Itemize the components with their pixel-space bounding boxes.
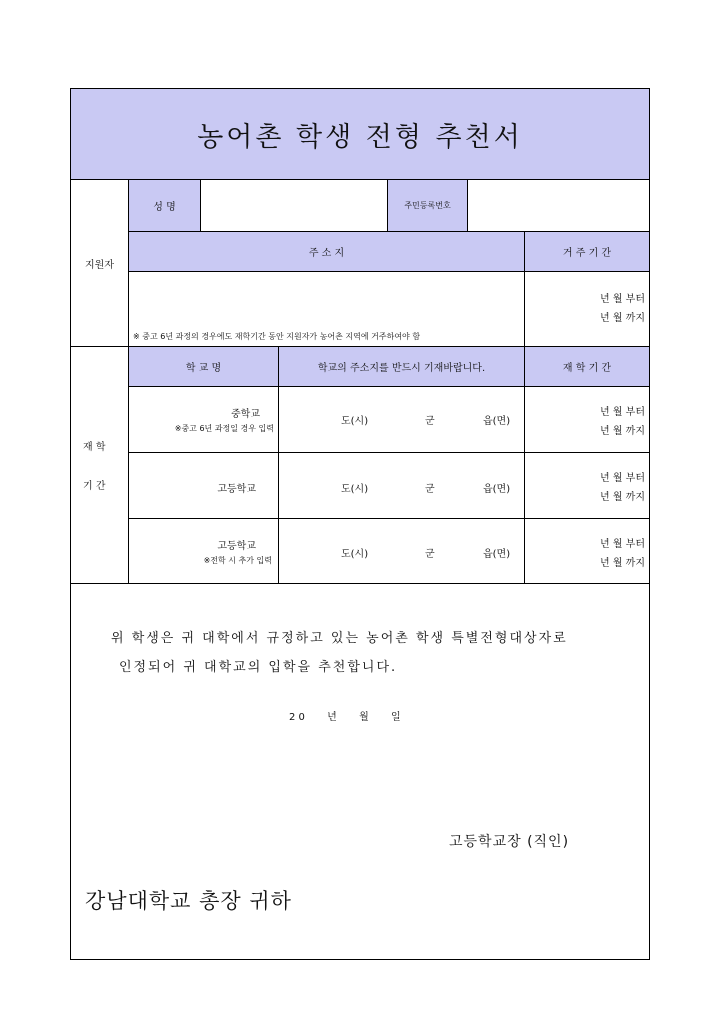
- school-row-3-period[interactable]: [524, 519, 649, 584]
- school-row-3-note: ※전학 시 추가 입력: [203, 556, 272, 565]
- rrn-field[interactable]: [467, 180, 649, 232]
- date-line: 2 0 년 월 일: [289, 712, 401, 723]
- school-row-3-do: 도(시): [341, 549, 369, 560]
- school-address-header: 학교의 주소지를 반드시 기재바랍니다.: [278, 347, 524, 387]
- school-row-1-gun: 군: [425, 416, 435, 427]
- school-row-2-from: 년 월 부터: [600, 473, 645, 484]
- address-note: ※ 중고 6년 과정의 경우에도 재학기간 동안 지원자가 농어촌 지역에 거주하여야 함: [133, 332, 421, 341]
- school-row-2-eup: 읍(면): [483, 484, 511, 495]
- school-row-1-name-text: 중학교: [231, 409, 260, 420]
- address-field[interactable]: [128, 272, 524, 347]
- rrn-label: 주민등록번호: [387, 180, 467, 232]
- school-row-3-address[interactable]: [278, 519, 524, 584]
- school-row-3-to: 년 월 까지: [600, 558, 645, 569]
- school-period-header: 재 학 기 간: [524, 347, 649, 387]
- school-row-3-name[interactable]: [128, 519, 278, 584]
- school-row-1-do: 도(시): [341, 416, 369, 427]
- residence-from: 년 월 부터: [600, 294, 645, 305]
- statement-line-1: 위 학생은 귀 대학에서 규정하고 있는 농어촌 학생 특별전형대상자로: [111, 631, 568, 646]
- school-row-2-to: 년 월 까지: [600, 492, 645, 503]
- school-row-3-name-text: 고등학교: [217, 541, 256, 552]
- school-row-1-address[interactable]: [278, 387, 524, 453]
- school-row-2-period[interactable]: [524, 453, 649, 519]
- school-row-1-eup: 읍(면): [483, 416, 511, 427]
- addressee: 강남대학교 총장 귀하: [85, 889, 292, 913]
- form-frame: [70, 88, 650, 960]
- school-row-1-name[interactable]: [128, 387, 278, 453]
- school-row-2-address[interactable]: [278, 453, 524, 519]
- form-title: 농어촌 학생 전형 추천서: [71, 89, 649, 180]
- residence-period-field[interactable]: [524, 272, 649, 347]
- applicant-section-label: 지원자: [71, 180, 128, 347]
- statement-line-2: 인정되어 귀 대학교의 입학을 추천합니다.: [119, 660, 398, 675]
- school-section-label: [71, 347, 128, 584]
- school-row-1-to: 년 월 까지: [600, 426, 645, 437]
- address-header: 주 소 지: [128, 232, 524, 272]
- school-row-2-do: 도(시): [341, 484, 369, 495]
- school-row-1-note: ※중고 6년 과정일 경우 입력: [174, 424, 274, 433]
- residence-to: 년 월 까지: [600, 313, 645, 324]
- residence-period-header: 거 주 기 간: [524, 232, 649, 272]
- school-name-header: 학 교 명: [128, 347, 278, 387]
- school-row-2-name[interactable]: [128, 453, 278, 519]
- school-row-3-eup: 읍(면): [483, 549, 511, 560]
- school-row-1-from: 년 월 부터: [600, 407, 645, 418]
- school-row-1-period[interactable]: [524, 387, 649, 453]
- school-row-3-from: 년 월 부터: [600, 539, 645, 550]
- school-section-label-2: 기 간: [83, 481, 106, 492]
- school-section-label-1: 재 학: [83, 442, 106, 453]
- signer: 고등학교장 (직인): [449, 834, 570, 850]
- school-row-2-gun: 군: [425, 484, 435, 495]
- name-label: 성 명: [128, 180, 200, 232]
- school-row-2-name-text: 고등학교: [217, 484, 256, 495]
- school-row-3-gun: 군: [425, 549, 435, 560]
- name-field[interactable]: [200, 180, 387, 232]
